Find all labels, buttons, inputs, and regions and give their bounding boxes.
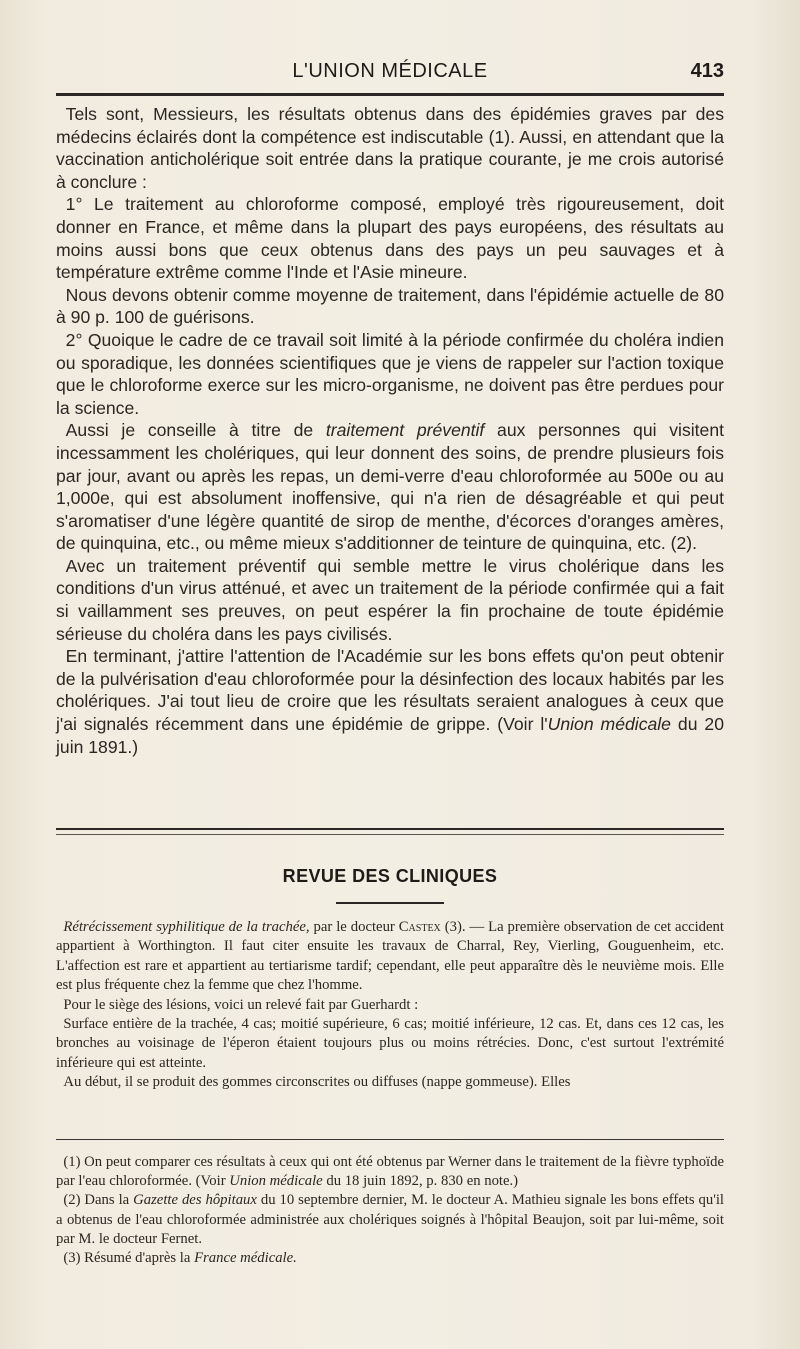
paragraph: Au début, il se produit des gommes circonscrites ou diffuses (nappe gommeuse). Elles xyxy=(63,1074,571,1091)
emphasis-text: traitement préventif xyxy=(325,420,485,441)
article-title: Rétrécissement syphilitique de la trachée, xyxy=(63,919,310,935)
footnote xyxy=(56,1153,724,1191)
page-header xyxy=(56,56,724,86)
header-rule xyxy=(56,93,724,96)
paragraph: Avec un traitement préventif qui semble mettre le virus cholérique dans les conditions d'un virus atténué, et avec un traitement de la période confirmée qui a fait si vaillamment ses preuves, on peut espérer la fin prochaine de toute épidémie sérieuse du choléra dans les pays civilisés. xyxy=(56,555,724,644)
main-body-text xyxy=(56,103,724,758)
footnote xyxy=(56,1249,724,1268)
emphasis-text: Union médicale xyxy=(229,1173,323,1190)
paragraph xyxy=(56,645,724,758)
footnote-text: (2) Dans la xyxy=(63,1192,134,1209)
paragraph-text: En terminant, j'attire l'attention de l'Académie sur les bons effets qu'on peut obtenir de la pulvérisation d'eau chloroformée pour la désinfection des locaux habités par les cholériques. J'ai tout lieu de croire que les résultats seraient analogues à ceux que j'ai signalés récemment dans une épidémie de grippe. (Voir l' xyxy=(56,646,724,735)
author-name: Castex xyxy=(398,919,441,935)
paragraph-text: (3). — La première observation de cet accident appartient à Worthington. Il faut citer ensuite les travaux de Charral, Rey, Vierling, Gouguenheim, etc. L'affection est rare et appartient au tertiarisme tardif; cependant, elle peut apparaître dès le neuvième mois. Elle est plus fréquente chez la femme que chez l'homme. xyxy=(56,919,724,994)
running-title: L'UNION MÉDICALE xyxy=(292,60,488,82)
emphasis-text: Gazette des hôpitaux xyxy=(133,1192,257,1209)
footnote-text: (3) Résumé d'après la xyxy=(63,1250,195,1267)
paragraph: Tels sont, Messieurs, les résultats obtenus dans des épidémies graves par des médecins éclairés dont la compétence est indiscutable (1). Aussi, en attendant que la vaccination anticholérique soit entrée dans la pratique courante, je me crois autorisé à conclure : xyxy=(56,104,724,192)
paragraph-text: par le docteur xyxy=(309,919,399,935)
section-divider xyxy=(56,828,724,830)
paragraph xyxy=(56,918,724,996)
paragraph: 1° Le traitement au chloroforme composé, employé très rigoureusement, doit donner en France, et même dans la plupart des pays européens, des résultats au moins aussi bons que ceux obtenus dans des pays un peu sauvages et à température extrême comme l'Inde et l'Asie mineure. xyxy=(56,194,724,283)
paragraph-text: aux personnes qui visitent incessamment les cholériques, qui leur donnent des soins, de prendre plusieurs fois par jour, avant ou après les repas, un demi-verre d'eau chloroformée au 500e ou au 1,000e, qui est absolument inoffensive, qui n'a rien de désagréable et qui peut s'aromatiser d'une légère quantité de sirop de menthe, d'écorces d'oranges amères, de quinquina, etc., ou même mieux s'additionner de teinture de quinquina, etc. (2). xyxy=(56,420,724,554)
paragraph: Nous devons obtenir comme moyenne de traitement, dans l'épidémie actuelle de 80 à 90 p. 100 de guérisons. xyxy=(56,284,724,328)
page-number: 413 xyxy=(690,60,724,82)
footnote-text: du 10 septembre dernier, M. le docteur A. Mathieu signale les bons effets qu'il a obtenus de l'eau chloroformée administrée aux cholériques soignés à l'hôpital Beaujon, soit par lui-même, soit par M. le docteur Fernet. xyxy=(56,1192,725,1247)
paragraph-text: du 20 juin 1891.) xyxy=(56,714,724,757)
paragraph: Pour le siège des lésions, voici un relevé fait par Guerhardt : xyxy=(63,996,419,1013)
section-title: REVUE DES CLINIQUES xyxy=(282,866,498,886)
section-title-underline xyxy=(336,902,444,904)
review-text xyxy=(56,918,724,1093)
paragraph: Surface entière de la trachée, 4 cas; moitié supérieure, 6 cas; moitié inférieure, 12 cas. Et, dans ces 12 cas, les bronches au voisinage de l'éperon étaient toujours plus ou moins rétrécies. Donc, c'est surtout l'extrémité inférieure qui est atteinte. xyxy=(56,1016,724,1071)
paragraph: 2° Quoique le cadre de ce travail soit limité à la période confirmée du choléra indien ou sporadique, les données scientifiques que je viens de rappeler sur l'action toxique que le chloroforme exerce sur les micro-organisme, ne doivent pas être perdues pour la science. xyxy=(56,329,724,418)
footnote-text: (1) On peut comparer ces résultats à ceux qui ont été obtenus par Werner dans le traitement de la fièvre typhoïde par l'eau chloroformée. (Voir xyxy=(56,1154,724,1190)
footnote xyxy=(56,1191,724,1249)
paragraph xyxy=(56,419,724,555)
emphasis-text: France médicale. xyxy=(194,1250,297,1267)
footnote-rule xyxy=(56,1139,724,1140)
footnotes xyxy=(56,1153,724,1268)
section-divider-thin xyxy=(56,834,724,835)
footnote-text: du 18 juin 1892, p. 830 en note.) xyxy=(322,1173,519,1190)
emphasis-text: Union médicale xyxy=(547,714,671,735)
paragraph-text: Aussi je conseille à titre de xyxy=(65,420,326,441)
